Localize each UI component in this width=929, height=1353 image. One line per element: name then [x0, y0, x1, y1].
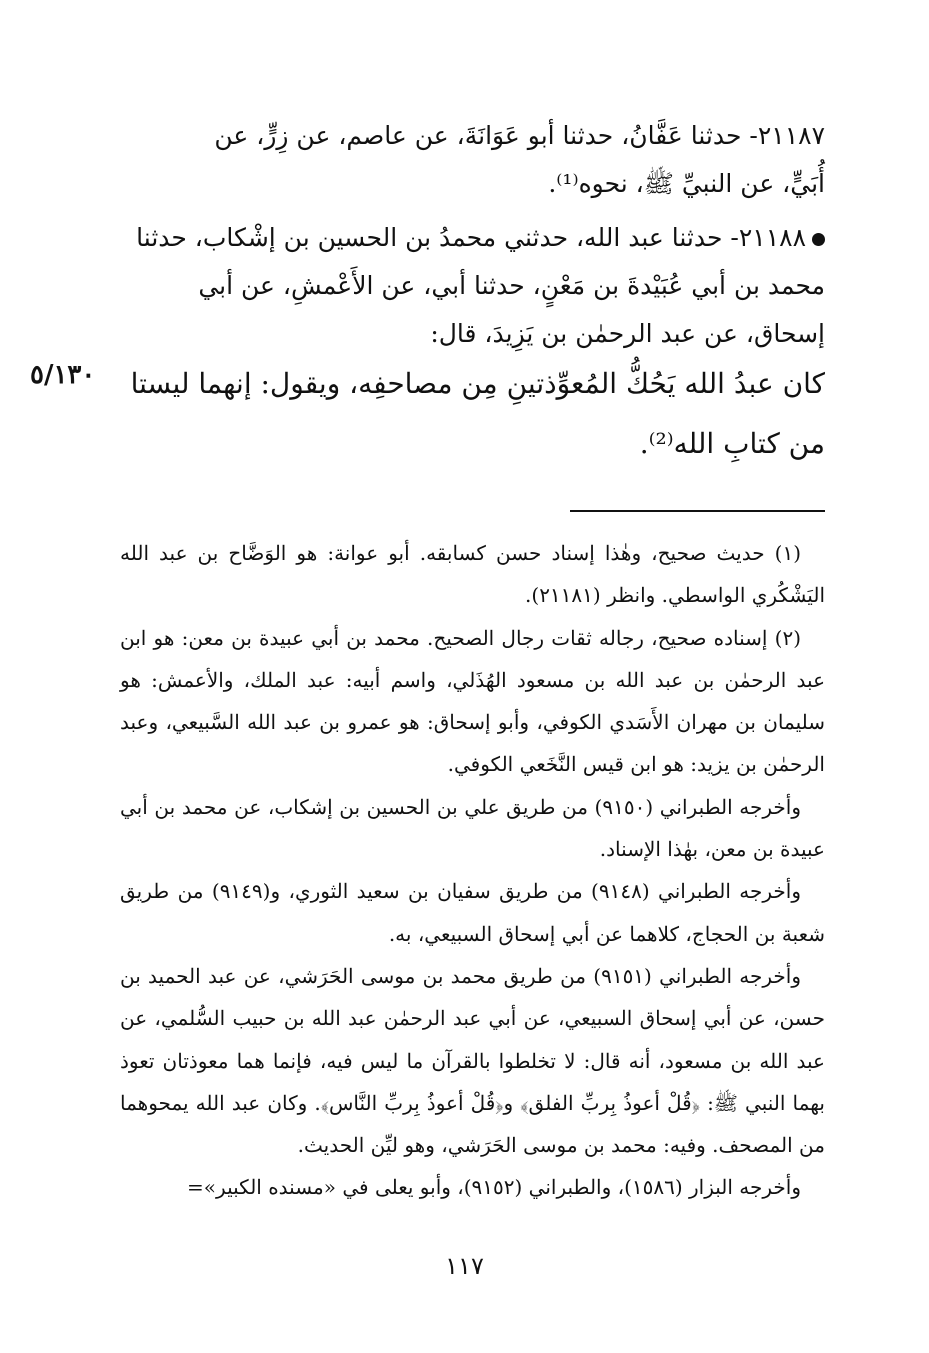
hadith-21188-isnad — [120, 214, 825, 358]
footnote-2: (٢) إسناده صحيح، رجاله ثقات رجال الصحيح. محمد بن أبي عبيدة بن معن: هو ابن عبد الرحمٰن بن عبد الله بن مسعود الهُذَلي، واسم أبيه: عبد الملك، والأعمش: هو سليمان بن مهران الأَسَدي الكوفي، وأبو إسحاق: هو عمرو بن عبد الله السَّبيعي، وعبد الرحمٰن بن يزيد: هو ابن قيس النَّخَعي الكوفي. — [120, 625, 826, 777]
hadith-21188-matn — [120, 354, 825, 474]
hadith-21188-line-3: إسحاق، عن عبد الرحمٰن بن يَزِيدَ، قال: — [430, 319, 825, 348]
hadith-21187-line-1: ٢١١٨٧- حدثنا عَفَّانُ، حدثنا أبو عَوَانَةَ، عن عاصم، عن زِرٍّ، عن — [214, 121, 825, 150]
footnote-2-takhrij-2: وأخرجه الطبراني (٩١٤٨) من طريق سفيان بن سعيد الثوري، و(٩١٤٩) من طريق شعبة بن الحجاج، كلاهما عن أبي إسحاق السبيعي، به. — [120, 879, 825, 946]
footnote-2-takhrij-4: وأخرجه البزار (١٥٨٦)، والطبراني (٩١٥٢)، وأبو يعلى في «مسنده الكبير»= — [187, 1175, 801, 1200]
hadith-21187-line-2: أُبَيٍّ، عن النبيِّ ﷺ، نحوه⁽¹⁾. — [548, 169, 825, 198]
hadith-21187 — [120, 112, 825, 208]
footnote-2-takhrij-1: وأخرجه الطبراني (٩١٥٠) من طريق علي بن الحسين بن إشكاب، عن محمد بن أبي عبيدة بن معن، بهٰذا الإسناد. — [120, 794, 825, 862]
page-number: ١١٧ — [445, 1252, 484, 1280]
hadith-21188-line-2: محمد بن أبي عُبَيْدةَ بن مَعْنٍ، حدثنا أبي، عن الأَعْمشِ، عن أبي — [198, 271, 825, 300]
footnotes — [120, 532, 825, 1209]
footnote-1: (١) حديث صحيح، وهٰذا إسناد حسن كسابقه. أبو عوانة: هو الوَضَّاح بن عبد الله اليَشْكُري الواسطي. وانظر (٢١١٨١). — [120, 541, 825, 608]
hadith-21188-line-1 — [120, 214, 825, 262]
matn-line-1: كان عبدُ الله يَحُكُّ المُعوِّذتينِ مِن مصاحفِه، ويقول: إنهما ليستا — [130, 367, 825, 400]
bullet-icon — [812, 233, 825, 246]
footnote-separator — [570, 510, 825, 512]
margin-volume-page-reference: ٥/١٣٠ — [30, 360, 96, 390]
matn-line-2: من كتابِ الله⁽²⁾. — [639, 427, 825, 460]
footnote-2-takhrij-3: وأخرجه الطبراني (٩١٥١) من طريق محمد بن موسى الحَرَشي، عن عبد الحميد بن حسن، عن أبي إسحاق السبيعي، عن أبي عبد الرحمٰن عبد الله بن حبيب السُّلمي، عن عبد الله بن مسعود، أنه قال: لا تخلطوا بالقرآن ما ليس فيه، فإنما هما معوذتان تعوذ بهما النبي ﷺ: ﴿قُلْ أعوذُ بِربِّ الفلق﴾ و﴿قُلْ أعوذُ بِربِّ النَّاس﴾. وكان عبد الله يمحوهما من المصحف. وفيه: محمد بن موسى الحَرَشي، وهو ليِّن الحديث. — [120, 963, 825, 1158]
hadith-21188-line-1-text: ٢١١٨٨- حدثنا عبد الله، حدثني محمدُ بن الحسين بن إشْكاب، حدثنا — [136, 223, 806, 252]
